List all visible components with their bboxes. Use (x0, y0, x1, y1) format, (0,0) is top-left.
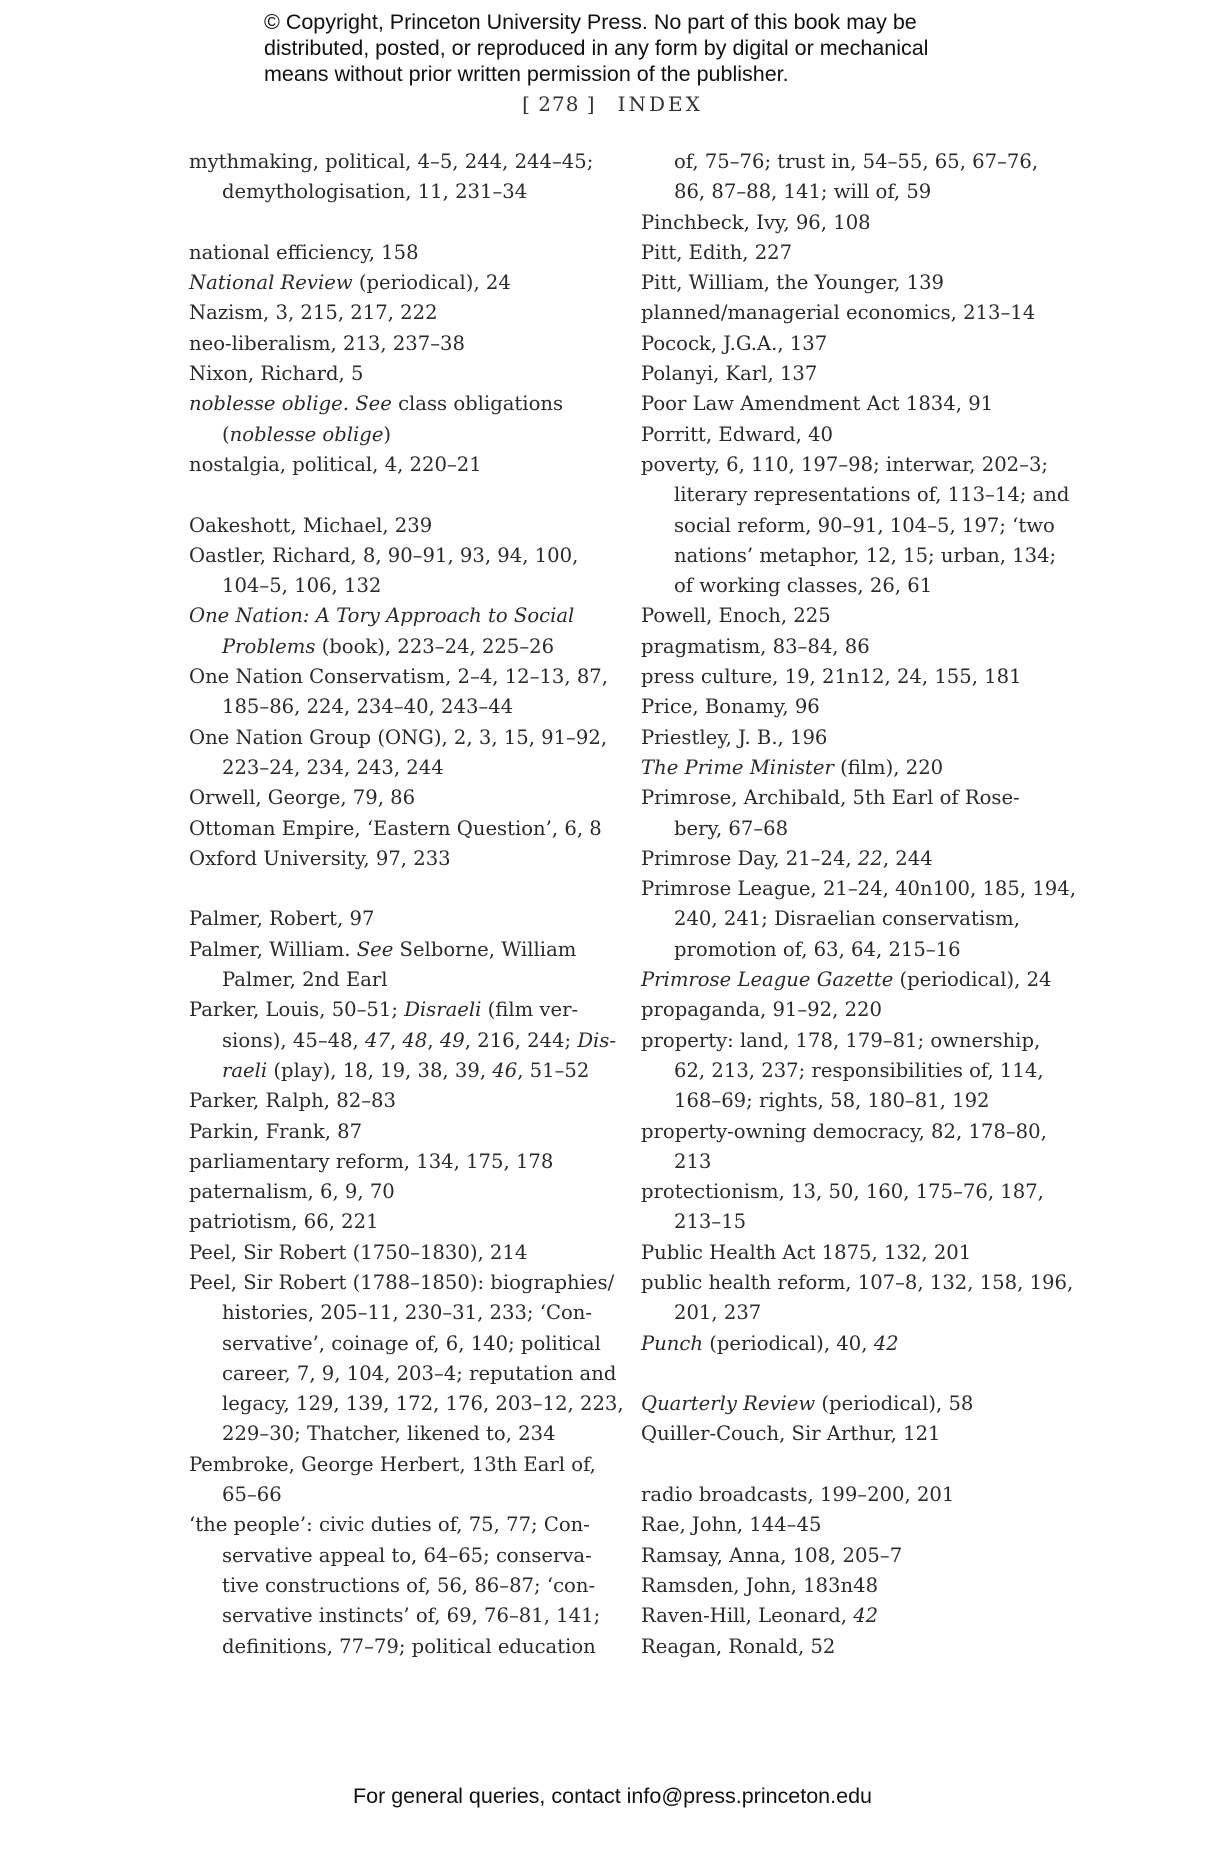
copyright-notice (264, 9, 1024, 87)
section-title: INDEX (617, 92, 703, 116)
index-entry: patriotism, 66, 221 (189, 1210, 379, 1234)
page-number: [ 278 ] (522, 92, 596, 116)
index-entry-continuation: 86, 87–88, 141; will of, 59 (674, 180, 932, 204)
index-entry: public health reform, 107–8, 132, 158, 196, (641, 1270, 1074, 1294)
copyright-line: distributed, posted, or reproduced in any form by digital or mechanical (264, 36, 929, 60)
index-entry: press culture, 19, 21n12, 24, 155, 181 (641, 665, 1022, 689)
index-entry: Primrose League Gazette (periodical), 24 (641, 968, 1052, 992)
index-entry: planned/managerial economics, 213–14 (641, 301, 1036, 325)
index-entry: Quiller-Couch, Sir Arthur, 121 (641, 1422, 941, 1446)
index-entry-continuation: servative instincts’ of, 69, 76–81, 141; (222, 1604, 601, 1628)
index-entry: Ottoman Empire, ‘Eastern Question’, 6, 8 (189, 816, 602, 840)
index-entry: One Nation Group (ONG), 2, 3, 15, 91–92, (189, 725, 608, 749)
index-entry: Rae, John, 144–45 (641, 1513, 822, 1537)
index-entry-continuation: (noblesse oblige) (222, 422, 392, 446)
index-entry: Oakeshott, Michael, 239 (189, 513, 433, 537)
index-entry-continuation: literary representations of, 113–14; and (674, 483, 1070, 507)
index-entry: radio broadcasts, 199–200, 201 (641, 1483, 955, 1507)
index-entry: Palmer, Robert, 97 (189, 907, 375, 931)
index-entry: property-owning democracy, 82, 178–80, (641, 1119, 1047, 1143)
index-spacer (641, 1450, 1061, 1480)
index-entry-continuation: bery, 67–68 (674, 816, 789, 840)
index-entry-continuation: legacy, 129, 139, 172, 176, 203–12, 223, (222, 1392, 624, 1416)
index-entry: The Prime Minister (film), 220 (641, 755, 944, 779)
index-entry: Peel, Sir Robert (1788–1850): biographies/ (189, 1270, 615, 1294)
index-entry: Pinchbeck, Ivy, 96, 108 (641, 210, 871, 234)
index-entry: Ramsay, Anna, 108, 205–7 (641, 1543, 903, 1567)
index-entry-continuation: 201, 237 (674, 1301, 762, 1325)
index-entry: Primrose Day, 21–24, 22, 244 (641, 846, 933, 870)
index-entry: poverty, 6, 110, 197–98; interwar, 202–3; (641, 452, 1049, 476)
index-entry: noblesse oblige. See class obligations (189, 392, 564, 416)
index-entry-continuation: raeli (play), 18, 19, 38, 39, 46, 51–52 (222, 1058, 590, 1082)
index-entry-continuation: nations’ metaphor, 12, 15; urban, 134; (674, 543, 1057, 567)
index-entry: Parkin, Frank, 87 (189, 1119, 363, 1143)
index-entry: Poor Law Amendment Act 1834, 91 (641, 392, 994, 416)
index-entry-continuation: social reform, 90–91, 104–5, 197; ‘two (674, 513, 1055, 537)
index-entry: Porritt, Edward, 40 (641, 422, 833, 446)
index-entry-continuation: definitions, 77–79; political education (222, 1634, 596, 1658)
index-entry: Punch (periodical), 40, 42 (641, 1331, 899, 1355)
index-entry-continuation: 229–30; Thatcher, likened to, 234 (222, 1422, 556, 1446)
index-entry: nostalgia, political, 4, 220–21 (189, 452, 482, 476)
index-entry-continuation: of, 75–76; trust in, 54–55, 65, 67–76, (674, 150, 1039, 173)
index-entry: Palmer, William. See Selborne, William (189, 937, 577, 961)
index-column-left (189, 147, 624, 1662)
index-entry-continuation: 223–24, 234, 243, 244 (222, 755, 444, 779)
index-entry-continuation: 240, 241; Disraelian conservatism, (674, 907, 1020, 931)
index-entry-continuation: servative appeal to, 64–65; conserva- (222, 1543, 592, 1567)
index-entry-continuation: 62, 213, 237; responsibilities of, 114, (674, 1058, 1044, 1082)
index-spacer (189, 874, 599, 904)
index-entry: Polanyi, Karl, 137 (641, 362, 818, 386)
index-entry: Raven-Hill, Leonard, 42 (641, 1604, 879, 1628)
index-column-right (641, 147, 1076, 1662)
index-entry-continuation: histories, 205–11, 230–31, 233; ‘Con- (222, 1301, 593, 1325)
index-entry: paternalism, 6, 9, 70 (189, 1180, 395, 1204)
index-spacer (189, 208, 599, 238)
index-entry: Pitt, Edith, 227 (641, 240, 793, 264)
index-entry: Priestley, J. B., 196 (641, 725, 828, 749)
index-entry: Parker, Ralph, 82–83 (189, 1089, 396, 1113)
copyright-line: means without prior written permission of the publisher. (264, 62, 789, 86)
index-entry: pragmatism, 83–84, 86 (641, 634, 870, 658)
index-entry: Primrose, Archibald, 5th Earl of Rose- (641, 786, 1020, 810)
index-entry-continuation: servative’, coinage of, 6, 140; political (222, 1331, 601, 1355)
index-entry: Oastler, Richard, 8, 90–91, 93, 94, 100, (189, 543, 579, 567)
index-entry: Reagan, Ronald, 52 (641, 1634, 836, 1658)
index-entry: Pembroke, George Herbert, 13th Earl of, (189, 1452, 596, 1476)
index-entry: parliamentary reform, 134, 175, 178 (189, 1149, 554, 1173)
index-entry: One Nation: A Tory Approach to Social (189, 604, 575, 628)
index-entry: Public Health Act 1875, 132, 201 (641, 1240, 972, 1264)
index-entry: Peel, Sir Robert (1750–1830), 214 (189, 1240, 528, 1264)
index-entry: Oxford University, 97, 233 (189, 846, 451, 870)
index-entry-continuation: 185–86, 224, 234–40, 243–44 (222, 695, 514, 719)
index-entry-continuation: 213–15 (674, 1210, 747, 1234)
index-entry-continuation: 104–5, 106, 132 (222, 574, 382, 598)
index-entry: Powell, Enoch, 225 (641, 604, 831, 628)
index-entry: National Review (periodical), 24 (189, 271, 511, 295)
index-entry: neo-liberalism, 213, 237–38 (189, 331, 465, 355)
index-entry: Parker, Louis, 50–51; Disraeli (film ver- (189, 998, 579, 1022)
index-entry: property: land, 178, 179–81; ownership, (641, 1028, 1041, 1052)
index-entry: national efficiency, 158 (189, 240, 419, 264)
index-entry-continuation: 65–66 (222, 1483, 282, 1507)
index-entry-continuation: sions), 45–48, 47, 48, 49, 216, 244; Dis- (222, 1028, 616, 1052)
index-spacer (189, 480, 599, 510)
copyright-line: © Copyright, Princeton University Press. No part of this book may be (264, 10, 917, 34)
index-spacer (641, 1359, 1061, 1389)
index-entry: Pocock, J.G.A., 137 (641, 331, 828, 355)
index-entry-continuation: tive constructions of, 56, 86–87; ‘con- (222, 1573, 596, 1597)
index-entry-continuation: demythologisation, 11, 231–34 (222, 180, 528, 204)
index-entry: Quarterly Review (periodical), 58 (641, 1392, 974, 1416)
running-header (0, 92, 1225, 116)
index-entry: Ramsden, John, 183n48 (641, 1573, 879, 1597)
index-entry: Pitt, William, the Younger, 139 (641, 271, 945, 295)
footer-contact: For general queries, contact info@press.princeton.edu (352, 1784, 872, 1808)
index-entry-continuation: Palmer, 2nd Earl (222, 968, 388, 992)
index-entry-continuation: of working classes, 26, 61 (674, 574, 933, 598)
index-entry: ‘the people’: civic duties of, 75, 77; Con- (189, 1513, 590, 1537)
index-entry: protectionism, 13, 50, 160, 175–76, 187, (641, 1180, 1044, 1204)
index-entry: Primrose League, 21–24, 40n100, 185, 194, (641, 877, 1076, 901)
index-entry-continuation: career, 7, 9, 104, 203–4; reputation and (222, 1361, 617, 1385)
index-entry-continuation: 213 (674, 1149, 712, 1173)
index-entry-continuation: promotion of, 63, 64, 215–16 (674, 937, 961, 961)
index-entry: Orwell, George, 79, 86 (189, 786, 416, 810)
index-entry-continuation: Problems (book), 223–24, 225–26 (222, 634, 555, 658)
index-entry: propaganda, 91–92, 220 (641, 998, 882, 1022)
index-entry-continuation: 168–69; rights, 58, 180–81, 192 (674, 1089, 990, 1113)
index-entry: One Nation Conservatism, 2–4, 12–13, 87, (189, 665, 608, 689)
index-entry: Nazism, 3, 215, 217, 222 (189, 301, 438, 325)
index-entry: Price, Bonamy, 96 (641, 695, 820, 719)
index-entry: Nixon, Richard, 5 (189, 362, 364, 386)
index-entry: mythmaking, political, 4–5, 244, 244–45; (189, 150, 594, 173)
